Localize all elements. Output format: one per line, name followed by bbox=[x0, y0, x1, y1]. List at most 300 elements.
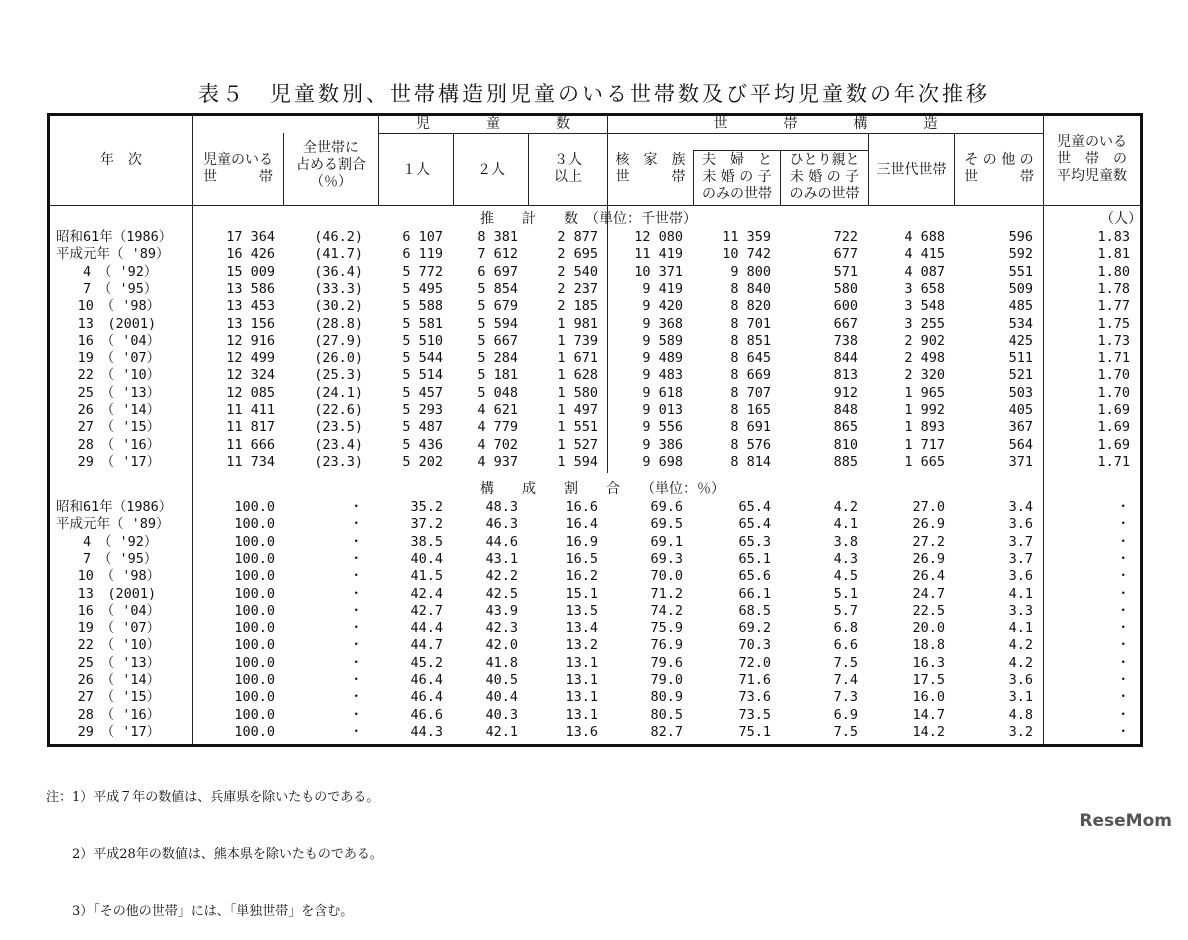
value-cell: 100.0 bbox=[234, 654, 275, 671]
value-cell: ・ bbox=[1116, 568, 1130, 585]
value-cell: 1.71 bbox=[1097, 350, 1130, 367]
value-cell: 564 bbox=[1008, 436, 1033, 453]
value-cell: 5 436 bbox=[402, 436, 443, 453]
value-cell: 5.1 bbox=[833, 585, 858, 602]
value-cell: 3.4 bbox=[1008, 499, 1033, 515]
value-cell: 485 bbox=[1008, 298, 1033, 315]
value-cell: ・ bbox=[1116, 550, 1130, 567]
value-cell: 65.4 bbox=[738, 499, 771, 515]
footnote: 3）「その他の世帯」には、「単独世帯」を含む。 bbox=[46, 904, 354, 919]
value-cell: 35.2 bbox=[410, 499, 443, 515]
value-cell: 15.1 bbox=[565, 585, 598, 602]
value-cell: (46.2) bbox=[314, 229, 363, 245]
value-cell: ・ bbox=[1116, 672, 1130, 688]
estimate-row bbox=[50, 419, 1140, 436]
value-cell: 1.70 bbox=[1097, 367, 1130, 384]
value-cell: 65.3 bbox=[738, 533, 771, 550]
value-cell: (23.4) bbox=[314, 436, 363, 453]
value-cell: 2 540 bbox=[557, 263, 598, 280]
estimate-row bbox=[50, 402, 1140, 419]
value-cell: 2 902 bbox=[904, 332, 945, 349]
estimate-row bbox=[50, 281, 1140, 298]
footnote: 2）平成28年の数値は、熊本県を除いたものである。 bbox=[46, 847, 383, 862]
header-year: 年 次 bbox=[100, 152, 142, 168]
value-cell: ・ bbox=[349, 602, 363, 619]
value-cell: 1.69 bbox=[1097, 402, 1130, 418]
value-cell: 42.7 bbox=[410, 602, 443, 619]
value-cell: 5 048 bbox=[477, 384, 518, 401]
ratio-row bbox=[50, 637, 1140, 654]
value-cell: 551 bbox=[1008, 263, 1033, 280]
year-cell: 4 （ '92） bbox=[56, 263, 158, 280]
value-cell: 44.6 bbox=[485, 533, 518, 550]
value-cell: ・ bbox=[1116, 602, 1130, 619]
value-cell: 43.9 bbox=[485, 602, 518, 619]
year-cell: 16 （ '04） bbox=[56, 332, 161, 349]
value-cell: 5 284 bbox=[477, 350, 518, 367]
value-cell: (33.3) bbox=[314, 280, 363, 297]
value-cell: 13.2 bbox=[565, 637, 598, 654]
value-cell: 580 bbox=[833, 280, 858, 297]
value-cell: 41.5 bbox=[410, 568, 443, 585]
year-cell: 19 （ '07） bbox=[56, 620, 161, 637]
value-cell: 82.7 bbox=[650, 723, 683, 740]
value-cell: 6.8 bbox=[833, 620, 858, 637]
value-cell: ・ bbox=[1116, 533, 1130, 550]
year-cell: 29 （ '17） bbox=[56, 723, 161, 740]
ratio-row bbox=[50, 672, 1140, 689]
year-cell: 28 （ '16） bbox=[56, 706, 161, 723]
value-cell: 17.5 bbox=[912, 672, 945, 688]
value-cell: 8 669 bbox=[730, 367, 771, 384]
value-cell: 5 293 bbox=[402, 402, 443, 418]
value-cell: 12 324 bbox=[226, 367, 275, 384]
value-cell: ・ bbox=[1116, 637, 1130, 654]
header-single-parent: ひとり親と 未 婚 の 子 のみの世帯 bbox=[789, 152, 860, 202]
rule-subgroup-top bbox=[693, 150, 868, 151]
value-cell: 42.0 bbox=[485, 637, 518, 654]
value-cell: 509 bbox=[1008, 280, 1033, 297]
value-cell: 80.5 bbox=[650, 706, 683, 723]
value-cell: ・ bbox=[1116, 706, 1130, 723]
value-cell: ・ bbox=[1116, 654, 1130, 671]
value-cell: 7.3 bbox=[833, 689, 858, 706]
value-cell: 885 bbox=[833, 453, 858, 470]
ratio-row bbox=[50, 620, 1140, 637]
value-cell: 5 487 bbox=[402, 419, 443, 436]
value-cell: 2 185 bbox=[557, 298, 598, 315]
value-cell: 4.5 bbox=[833, 568, 858, 585]
value-cell: 5 544 bbox=[402, 350, 443, 367]
value-cell: 5 181 bbox=[477, 367, 518, 384]
value-cell: 65.1 bbox=[738, 550, 771, 567]
value-cell: 40.3 bbox=[485, 706, 518, 723]
value-cell: 6 107 bbox=[402, 229, 443, 245]
value-cell: 6.6 bbox=[833, 637, 858, 654]
value-cell: 10 742 bbox=[722, 246, 771, 263]
value-cell: 11 817 bbox=[226, 419, 275, 436]
year-cell: 22 （ '10） bbox=[56, 367, 161, 384]
value-cell: ・ bbox=[349, 533, 363, 550]
value-cell: 4.8 bbox=[1008, 706, 1033, 723]
value-cell: 5.7 bbox=[833, 602, 858, 619]
value-cell: 1.69 bbox=[1097, 419, 1130, 436]
value-cell: 100.0 bbox=[234, 620, 275, 637]
value-cell: 17 364 bbox=[226, 229, 275, 245]
value-cell: 4 621 bbox=[477, 402, 518, 418]
value-cell: ・ bbox=[349, 585, 363, 602]
value-cell: 20.0 bbox=[912, 620, 945, 637]
ratio-row bbox=[50, 551, 1140, 568]
year-cell: 7 （ '95） bbox=[56, 550, 158, 567]
value-cell: 3.7 bbox=[1008, 533, 1033, 550]
value-cell: 1 671 bbox=[557, 350, 598, 367]
ratio-row bbox=[50, 689, 1140, 706]
value-cell: 40.5 bbox=[485, 672, 518, 688]
value-cell: 405 bbox=[1008, 402, 1033, 418]
value-cell: 12 085 bbox=[226, 384, 275, 401]
value-cell: 9 483 bbox=[642, 367, 683, 384]
value-cell: 5 854 bbox=[477, 280, 518, 297]
value-cell: 3.3 bbox=[1008, 602, 1033, 619]
value-cell: 848 bbox=[833, 402, 858, 418]
value-cell: 100.0 bbox=[234, 550, 275, 567]
value-cell: 11 411 bbox=[226, 402, 275, 418]
value-cell: ・ bbox=[349, 654, 363, 671]
value-cell: 7.4 bbox=[833, 672, 858, 688]
value-cell: 9 013 bbox=[642, 402, 683, 418]
estimate-row bbox=[50, 350, 1140, 367]
value-cell: 13.1 bbox=[565, 706, 598, 723]
value-cell: 1.69 bbox=[1097, 436, 1130, 453]
value-cell: 1 981 bbox=[557, 315, 598, 332]
value-cell: 22.5 bbox=[912, 602, 945, 619]
value-cell: 71.2 bbox=[650, 585, 683, 602]
value-cell: 8 851 bbox=[730, 332, 771, 349]
value-cell: (25.3) bbox=[314, 367, 363, 384]
value-cell: 7.5 bbox=[833, 723, 858, 740]
value-cell: 9 800 bbox=[730, 263, 771, 280]
value-cell: 13.1 bbox=[565, 689, 598, 706]
value-cell: 9 368 bbox=[642, 315, 683, 332]
value-cell: 367 bbox=[1008, 419, 1033, 436]
value-cell: 4 087 bbox=[904, 263, 945, 280]
estimate-row bbox=[50, 333, 1140, 350]
value-cell: 4.2 bbox=[1008, 637, 1033, 654]
value-cell: 75.1 bbox=[738, 723, 771, 740]
value-cell: 912 bbox=[833, 384, 858, 401]
value-cell: 1.75 bbox=[1097, 315, 1130, 332]
value-cell: 1 665 bbox=[904, 453, 945, 470]
value-cell: 13 453 bbox=[226, 298, 275, 315]
value-cell: 4.1 bbox=[1008, 620, 1033, 637]
value-cell: 592 bbox=[1008, 246, 1033, 263]
value-cell: 2 498 bbox=[904, 350, 945, 367]
value-cell: 13.5 bbox=[565, 602, 598, 619]
value-cell: 10 371 bbox=[634, 263, 683, 280]
value-cell: 4.2 bbox=[833, 499, 858, 515]
year-cell: 27 （ '15） bbox=[56, 689, 161, 706]
value-cell: 40.4 bbox=[485, 689, 518, 706]
value-cell: 1 965 bbox=[904, 384, 945, 401]
year-cell: 10 （ '98） bbox=[56, 298, 161, 315]
value-cell: 9 420 bbox=[642, 298, 683, 315]
header-nuclear: 核 家 族 世 帯 bbox=[615, 152, 686, 185]
value-cell: 7.5 bbox=[833, 654, 858, 671]
header-couple-unmarried: 夫 婦 と 未 婚 の 子 のみの世帯 bbox=[702, 152, 772, 202]
value-cell: 42.1 bbox=[485, 723, 518, 740]
value-cell: 12 499 bbox=[226, 350, 275, 367]
value-cell: 26.9 bbox=[912, 516, 945, 533]
value-cell: 4 702 bbox=[477, 436, 518, 453]
value-cell: 73.5 bbox=[738, 706, 771, 723]
unit-persons-label: （人） bbox=[1100, 211, 1142, 227]
value-cell: ・ bbox=[349, 672, 363, 688]
value-cell: 4 415 bbox=[904, 246, 945, 263]
value-cell: 8 576 bbox=[730, 436, 771, 453]
value-cell: 100.0 bbox=[234, 585, 275, 602]
header-other: そ の 他 の 世 帯 bbox=[964, 152, 1034, 185]
value-cell: 26.4 bbox=[912, 568, 945, 585]
estimate-row bbox=[50, 367, 1140, 384]
value-cell: 100.0 bbox=[234, 672, 275, 688]
value-cell: 1.73 bbox=[1097, 332, 1130, 349]
value-cell: 3 255 bbox=[904, 315, 945, 332]
value-cell: 3.2 bbox=[1008, 723, 1033, 740]
value-cell: 1 893 bbox=[904, 419, 945, 436]
value-cell: 42.4 bbox=[410, 585, 443, 602]
value-cell: (28.8) bbox=[314, 315, 363, 332]
value-cell: 865 bbox=[833, 419, 858, 436]
estimate-row bbox=[50, 385, 1140, 402]
value-cell: 16.9 bbox=[565, 533, 598, 550]
value-cell: 4.3 bbox=[833, 550, 858, 567]
value-cell: 1 628 bbox=[557, 367, 598, 384]
value-cell: 76.9 bbox=[650, 637, 683, 654]
header-share: 全世帯に 占める割合 （％） bbox=[296, 140, 366, 190]
value-cell: 2 877 bbox=[557, 229, 598, 245]
value-cell: 79.6 bbox=[650, 654, 683, 671]
year-cell: 29 （ '17） bbox=[56, 453, 161, 470]
value-cell: ・ bbox=[1116, 516, 1130, 533]
rule-header-bottom bbox=[50, 205, 1140, 206]
value-cell: 69.3 bbox=[650, 550, 683, 567]
value-cell: 6.9 bbox=[833, 706, 858, 723]
footnote: 注：1）平成７年の数値は、兵庫県を除いたものである。 bbox=[46, 790, 380, 805]
value-cell: 100.0 bbox=[234, 637, 275, 654]
rule-group-under bbox=[378, 133, 1043, 134]
ratio-row bbox=[50, 534, 1140, 551]
value-cell: 45.2 bbox=[410, 654, 443, 671]
year-cell: 22 （ '10） bbox=[56, 637, 161, 654]
value-cell: 16.0 bbox=[912, 689, 945, 706]
value-cell: 9 419 bbox=[642, 280, 683, 297]
value-cell: 1 527 bbox=[557, 436, 598, 453]
section-estimates-label: 推 計 数 （単位：千世帯） bbox=[480, 211, 697, 227]
value-cell: 68.5 bbox=[738, 602, 771, 619]
ratio-row bbox=[50, 707, 1140, 724]
year-cell: 13 (2001) bbox=[56, 315, 157, 332]
value-cell: 1.80 bbox=[1097, 263, 1130, 280]
ratio-row bbox=[50, 655, 1140, 672]
year-cell: 平成元年（ '89） bbox=[56, 246, 170, 263]
value-cell: 9 386 bbox=[642, 436, 683, 453]
value-cell: 100.0 bbox=[234, 602, 275, 619]
value-cell: 100.0 bbox=[234, 499, 275, 515]
value-cell: 100.0 bbox=[234, 568, 275, 585]
estimate-row bbox=[50, 229, 1140, 246]
value-cell: 5 514 bbox=[402, 367, 443, 384]
value-cell: 3.1 bbox=[1008, 689, 1033, 706]
value-cell: 9 489 bbox=[642, 350, 683, 367]
value-cell: 8 820 bbox=[730, 298, 771, 315]
value-cell: 5 457 bbox=[402, 384, 443, 401]
value-cell: 42.2 bbox=[485, 568, 518, 585]
value-cell: 5 495 bbox=[402, 280, 443, 297]
value-cell: 46.4 bbox=[410, 689, 443, 706]
header-households: 児童のいる 世 帯 bbox=[203, 152, 273, 185]
year-cell: 7 （ '95） bbox=[56, 280, 158, 297]
value-cell: 4 937 bbox=[477, 453, 518, 470]
value-cell: 13 156 bbox=[226, 315, 275, 332]
value-cell: 43.1 bbox=[485, 550, 518, 567]
value-cell: 41.8 bbox=[485, 654, 518, 671]
ratio-row bbox=[50, 603, 1140, 620]
value-cell: 722 bbox=[833, 229, 858, 245]
value-cell: 42.3 bbox=[485, 620, 518, 637]
value-cell: 27.0 bbox=[912, 499, 945, 515]
value-cell: 100.0 bbox=[234, 723, 275, 740]
value-cell: 14.2 bbox=[912, 723, 945, 740]
value-cell: 1 594 bbox=[557, 453, 598, 470]
value-cell: 1 551 bbox=[557, 419, 598, 436]
value-cell: 521 bbox=[1008, 367, 1033, 384]
table-title: 表５ 児童数別、世帯構造別児童のいる世帯数及び平均児童数の年次推移 bbox=[198, 82, 990, 106]
value-cell: 511 bbox=[1008, 350, 1033, 367]
data-table bbox=[47, 113, 1143, 747]
value-cell: 14.7 bbox=[912, 706, 945, 723]
value-cell: 571 bbox=[833, 263, 858, 280]
value-cell: 9 618 bbox=[642, 384, 683, 401]
value-cell: 16.5 bbox=[565, 550, 598, 567]
value-cell: 12 916 bbox=[226, 332, 275, 349]
value-cell: 503 bbox=[1008, 384, 1033, 401]
ratio-row bbox=[50, 724, 1140, 741]
value-cell: 8 840 bbox=[730, 280, 771, 297]
value-cell: 9 698 bbox=[642, 453, 683, 470]
value-cell: 6 697 bbox=[477, 263, 518, 280]
value-cell: 40.4 bbox=[410, 550, 443, 567]
value-cell: (26.0) bbox=[314, 350, 363, 367]
value-cell: 26.9 bbox=[912, 550, 945, 567]
value-cell: 3.6 bbox=[1008, 568, 1033, 585]
value-cell: 46.3 bbox=[485, 516, 518, 533]
value-cell: 9 589 bbox=[642, 332, 683, 349]
value-cell: 1.78 bbox=[1097, 280, 1130, 297]
value-cell: 11 666 bbox=[226, 436, 275, 453]
value-cell: (23.5) bbox=[314, 419, 363, 436]
value-cell: 11 734 bbox=[226, 453, 275, 470]
value-cell: 16.2 bbox=[565, 568, 598, 585]
value-cell: (41.7) bbox=[314, 246, 363, 263]
value-cell: 1.71 bbox=[1097, 453, 1130, 470]
estimate-row bbox=[50, 264, 1140, 281]
value-cell: 1 992 bbox=[904, 402, 945, 418]
year-cell: 26 （ '14） bbox=[56, 402, 161, 418]
value-cell: 13.1 bbox=[565, 654, 598, 671]
value-cell: 3 548 bbox=[904, 298, 945, 315]
value-cell: ・ bbox=[349, 568, 363, 585]
value-cell: 3.7 bbox=[1008, 550, 1033, 567]
year-cell: 16 （ '04） bbox=[56, 602, 161, 619]
value-cell: 71.6 bbox=[738, 672, 771, 688]
value-cell: 1 497 bbox=[557, 402, 598, 418]
footnotes bbox=[46, 750, 383, 940]
header-average: 児童のいる 世 帯 の 平均児童数 bbox=[1057, 134, 1127, 184]
value-cell: 74.2 bbox=[650, 602, 683, 619]
header-three-gen: 三世代世帯 bbox=[876, 162, 947, 178]
estimate-row bbox=[50, 437, 1140, 454]
value-cell: 37.2 bbox=[410, 516, 443, 533]
value-cell: 48.3 bbox=[485, 499, 518, 515]
value-cell: 65.4 bbox=[738, 516, 771, 533]
year-cell: 平成元年（ '89） bbox=[56, 516, 170, 533]
value-cell: (27.9) bbox=[314, 332, 363, 349]
value-cell: 72.0 bbox=[738, 654, 771, 671]
value-cell: 8 707 bbox=[730, 384, 771, 401]
value-cell: 12 080 bbox=[634, 229, 683, 245]
estimate-row bbox=[50, 316, 1140, 333]
value-cell: 2 695 bbox=[557, 246, 598, 263]
ratio-row bbox=[50, 568, 1140, 585]
value-cell: 5 510 bbox=[402, 332, 443, 349]
value-cell: 8 165 bbox=[730, 402, 771, 418]
value-cell: 596 bbox=[1008, 229, 1033, 245]
value-cell: 4.1 bbox=[833, 516, 858, 533]
value-cell: 677 bbox=[833, 246, 858, 263]
value-cell: 100.0 bbox=[234, 516, 275, 533]
header-three-plus: ３人 以上 bbox=[554, 152, 582, 185]
value-cell: 69.6 bbox=[650, 499, 683, 515]
year-cell: 13 (2001) bbox=[56, 585, 157, 602]
value-cell: ・ bbox=[349, 637, 363, 654]
value-cell: ・ bbox=[349, 550, 363, 567]
value-cell: (22.6) bbox=[314, 402, 363, 418]
value-cell: 6 119 bbox=[402, 246, 443, 263]
value-cell: 425 bbox=[1008, 332, 1033, 349]
value-cell: 2 237 bbox=[557, 280, 598, 297]
value-cell: 80.9 bbox=[650, 689, 683, 706]
value-cell: (23.3) bbox=[314, 453, 363, 470]
value-cell: 44.4 bbox=[410, 620, 443, 637]
section-ratios-label: 構 成 割 合 （単位：％） bbox=[480, 481, 725, 497]
value-cell: 4 779 bbox=[477, 419, 518, 436]
value-cell: 38.5 bbox=[410, 533, 443, 550]
value-cell: 70.0 bbox=[650, 568, 683, 585]
value-cell: 813 bbox=[833, 367, 858, 384]
value-cell: 600 bbox=[833, 298, 858, 315]
year-cell: 25 （ '13） bbox=[56, 384, 161, 401]
value-cell: 16.4 bbox=[565, 516, 598, 533]
header-children-group: 児 童 数 bbox=[416, 116, 570, 132]
year-cell: 昭和61年（1986） bbox=[56, 229, 173, 245]
value-cell: 2 320 bbox=[904, 367, 945, 384]
value-cell: 371 bbox=[1008, 453, 1033, 470]
value-cell: 3.6 bbox=[1008, 516, 1033, 533]
value-cell: 15 009 bbox=[226, 263, 275, 280]
value-cell: 46.6 bbox=[410, 706, 443, 723]
resemom-logo: ReseMom bbox=[1079, 811, 1172, 831]
